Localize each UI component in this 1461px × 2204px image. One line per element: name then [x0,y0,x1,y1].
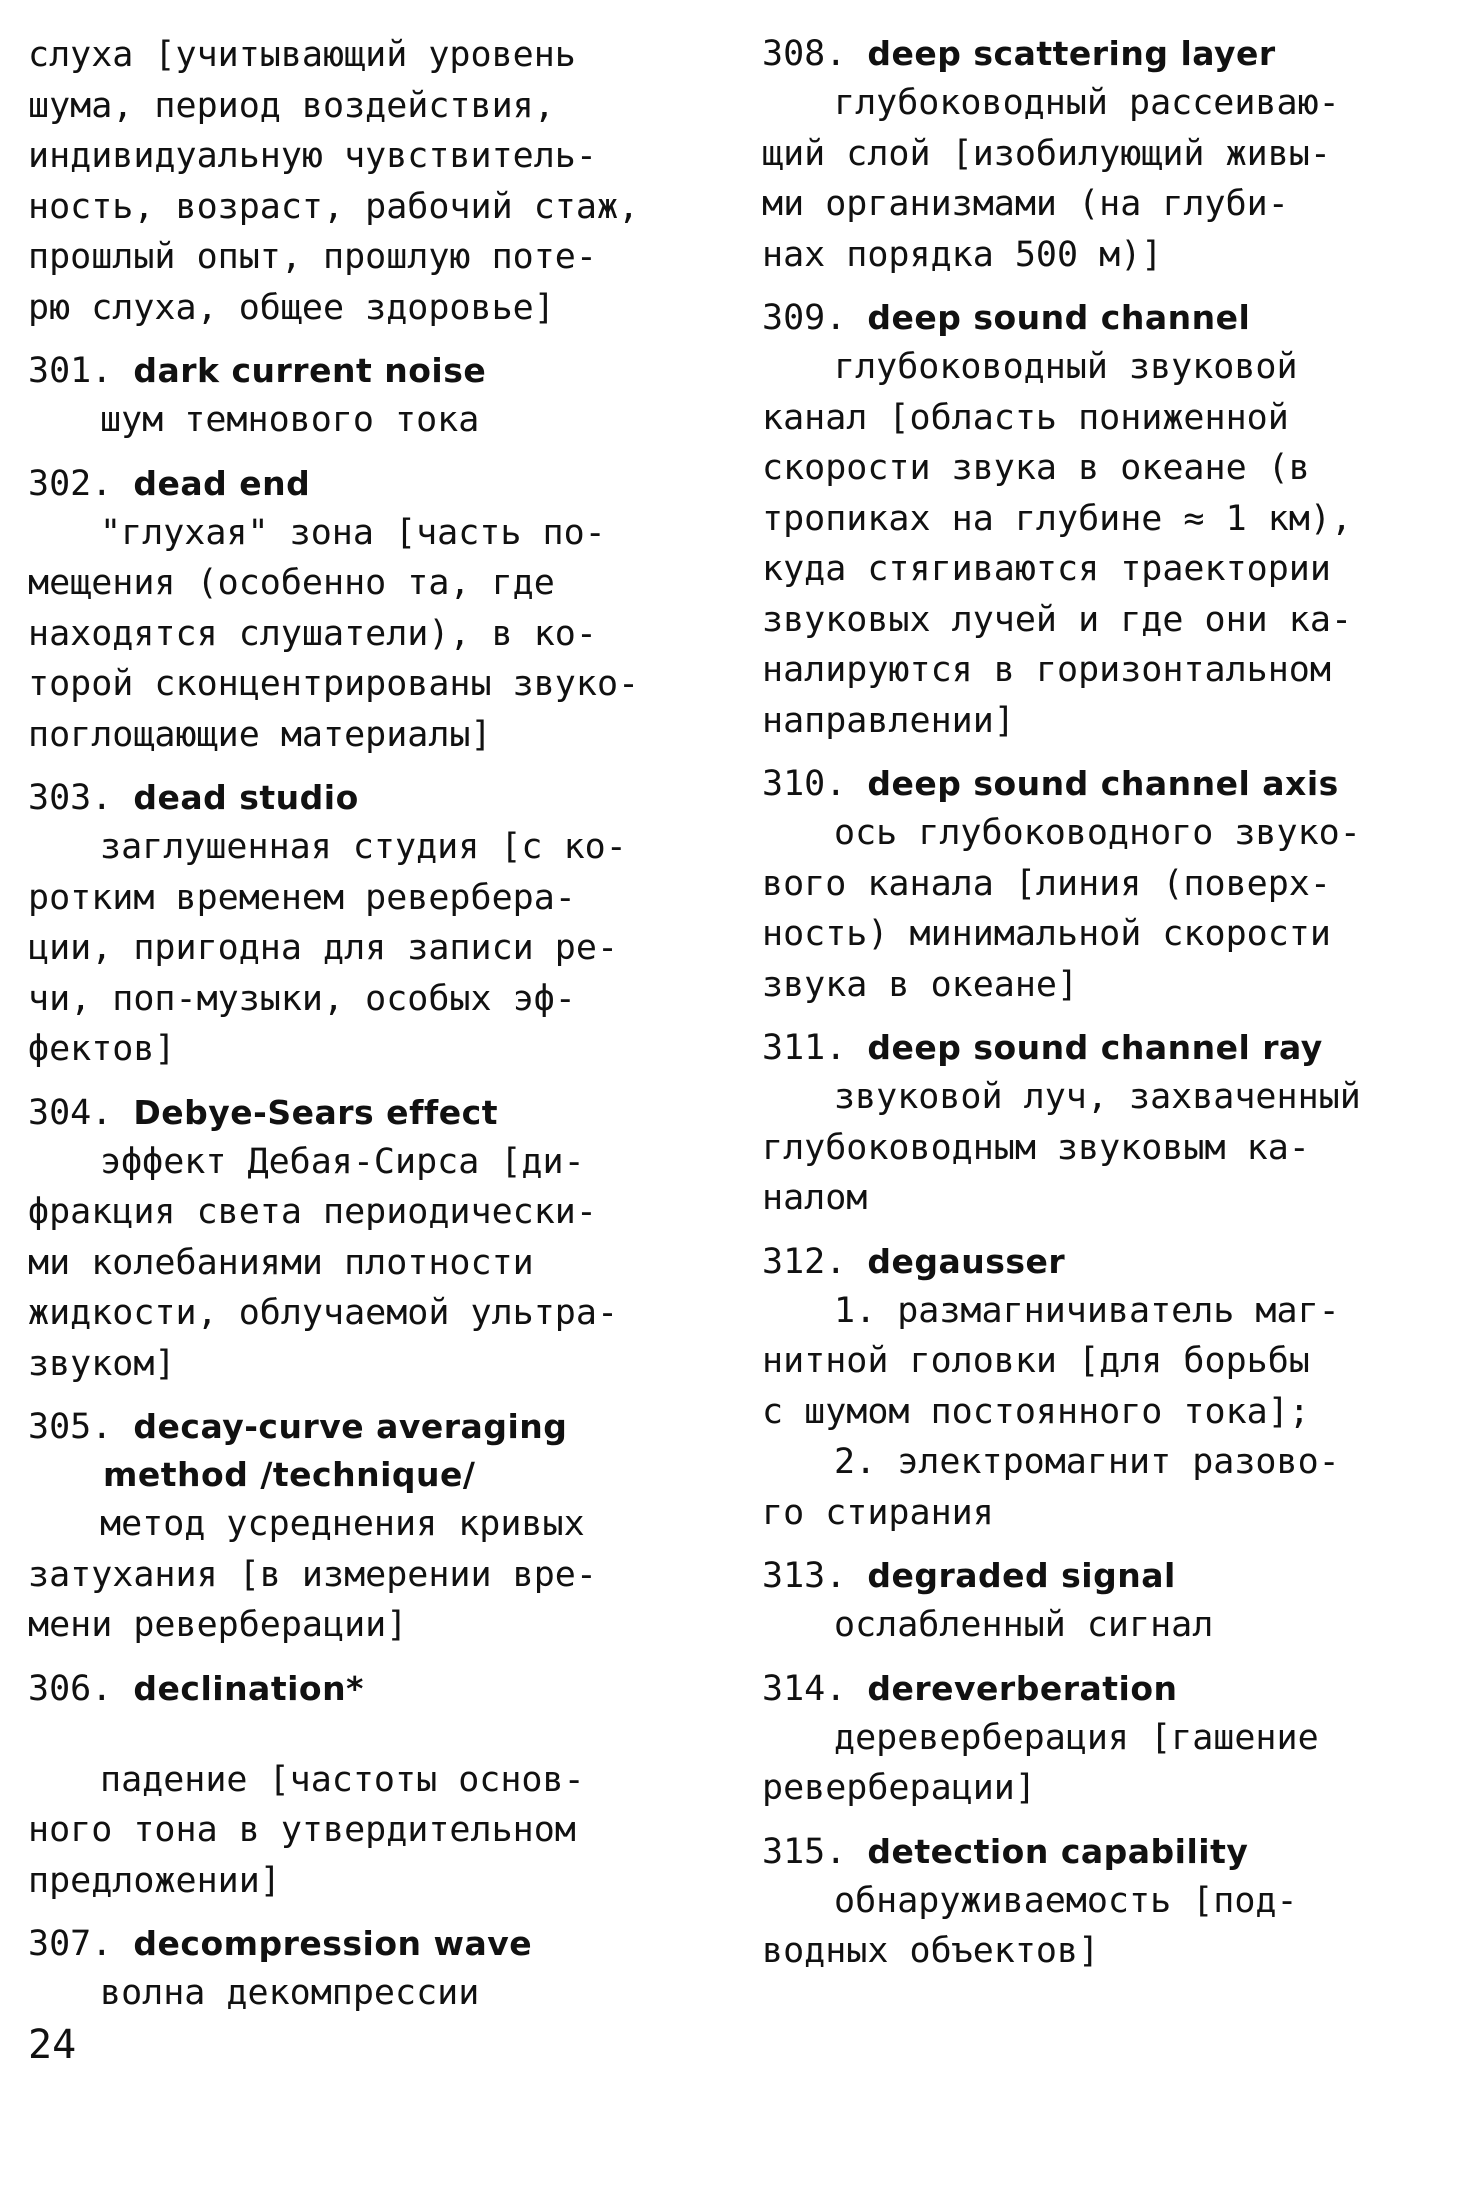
entry-term: dead studio [133,778,359,817]
entry-heading [28,774,718,822]
entry-term-continued: method /technique/ [103,1455,476,1494]
entry-315 [762,1828,1422,1977]
definition-line: шум темнового тока [100,400,480,440]
entry-number: 304. [28,1092,113,1133]
entry-heading [762,760,1422,808]
entry-303 [28,774,718,1075]
entry-308 [762,30,1422,280]
entry-heading [28,460,718,508]
continuation-line: прошлый опыт, прошлую поте- [28,237,597,277]
continuation-line: индивидуальную чувствитель- [28,136,597,176]
entry-definition [762,1286,1422,1539]
definition-line: дереверберация [гашение [834,1717,1319,1758]
entry-definition [28,822,718,1075]
definition-line: куда стягиваются траектории [762,549,1331,589]
definition-line: нах порядка 500 м)] [762,234,1163,275]
entry-heading [28,1089,718,1137]
definition-line: ного тона в утвердительном [28,1810,576,1850]
definition-line: налируются в горизонтальном [762,650,1331,690]
right-column [762,30,1422,1991]
definition-line: метод усреднения кривых [100,1504,585,1544]
entry-definition [762,342,1422,746]
definition-line: эффект Дебая-Сирса [ди- [100,1141,585,1182]
entry-term: degraded signal [867,1556,1176,1595]
entry-heading [762,30,1422,78]
definition-line: мещения (особенно та, где [28,563,555,603]
entry-number: 310. [762,764,847,804]
entry-number: 309. [762,298,847,338]
entry-definition [28,1499,718,1651]
entry-heading [28,1665,718,1713]
entry-302 [28,460,718,761]
definition-line: тропиках на глубине ≈ 1 км), [762,498,1353,539]
entry-heading-continued [28,1451,718,1499]
entry-definition [762,1600,1422,1651]
entry-definition [762,808,1422,1010]
entry-number: 312. [762,1241,847,1282]
entry-number: 303. [28,778,113,818]
entry-term: deep sound channel axis [867,764,1339,803]
entry-term: decay-curve averaging [133,1407,568,1446]
entry-305 [28,1403,718,1651]
entry-term: dereverberation [867,1668,1178,1708]
entry-number: 314. [762,1668,847,1709]
entry-term: dark current noise [133,351,487,390]
definition-line: ротким временем ревербера- [28,877,576,918]
entry-number: 301. [28,351,113,391]
definition-line: реверберации] [762,1768,1036,1808]
definition-line: направлении] [762,700,1015,741]
entry-heading [28,347,718,395]
entry-306 [28,1665,718,1907]
entry-term: detection capability [867,1831,1249,1871]
definition-line: фектов] [28,1029,176,1069]
definition-line: ции, пригодна для записи ре- [28,928,619,968]
continuation-line: рю слуха, общее здоровье] [28,287,555,328]
definition-line: заглушенная студия [с ко- [100,827,627,867]
entry-definition [762,1876,1422,1977]
entry-313 [762,1552,1422,1651]
entry-term: dead end [133,463,311,503]
entry-term: deep scattering layer [867,34,1276,73]
definition-line: находятся слушатели), в ко- [28,613,597,654]
definition-line: звуковых лучей и где они ка- [762,599,1353,640]
entry-number: 302. [28,463,113,504]
continuation-line: шума, период воздействия, [28,85,555,126]
definition-line: предложении] [28,1860,281,1901]
definition-line: звуковой луч, захваченный [834,1077,1361,1117]
entry-heading [762,294,1422,342]
entry-term: deep sound channel [867,298,1251,337]
definition-line: "глухая" зона [часть по- [100,512,606,553]
entry-heading [762,1238,1422,1286]
definition-line: водных объектов] [762,1931,1100,1971]
entry-term: deep sound channel ray [867,1028,1323,1067]
definition-line: налом [762,1178,868,1218]
entry-number: 313. [762,1556,847,1596]
definition-line: звуком] [28,1343,176,1384]
definition-line: чи, поп-музыки, особых эф- [28,978,576,1019]
definition-line: ослабленный сигнал [834,1605,1214,1645]
entry-term: Debye-Sears effect [133,1092,498,1132]
entry-number: 311. [762,1028,847,1068]
definition-line: торой сконцентрированы звуко- [28,664,640,704]
definition-line: с шумом постоянного тока]; [762,1391,1310,1432]
definition-line: жидкости, облучаемой ультра- [28,1293,619,1333]
entry-number: 305. [28,1407,113,1447]
left-column [28,30,718,2033]
entry-definition [762,1072,1422,1224]
entry-definition [28,1755,718,1907]
spacer [28,1713,718,1755]
definition-line: скорости звука в океане (в [762,448,1310,488]
definition-line: глубоководным звуковым ка- [762,1127,1310,1168]
continuation-text [28,30,718,333]
entry-311 [762,1024,1422,1224]
definition-line: ми колебаниями плотности [28,1242,534,1283]
definition-line: ось глубоководного звуко- [834,813,1361,853]
definition-line: глубоководный рассеиваю- [834,83,1340,123]
entry-304 [28,1089,718,1390]
entry-definition [762,1713,1422,1814]
entry-definition [28,1968,718,2019]
definition-line: звука в океане] [762,964,1079,1005]
definition-line: волна декомпрессии [100,1973,480,2013]
definition-line: затухания [в измерении вре- [28,1554,597,1595]
definition-line: го стирания [762,1492,994,1533]
entry-definition [28,395,718,446]
definition-line: 1. размагничиватель маг- [834,1290,1340,1331]
entry-term: declination* [133,1668,364,1708]
definition-line: мени реверберации] [28,1605,408,1645]
definition-line: фракция света периодически- [28,1192,597,1232]
definition-line: нитной головки [для борьбы [762,1341,1310,1381]
entry-number: 315. [762,1831,847,1872]
entry-314 [762,1665,1422,1814]
entry-309 [762,294,1422,746]
definition-line: падение [частоты основ- [100,1759,585,1800]
entry-number: 308. [762,34,847,74]
definition-line: глубоководный звуковой [834,347,1298,387]
continuation-line: слуха [учитывающий уровень [28,35,576,75]
entry-definition [28,1137,718,1390]
entry-heading [762,1024,1422,1072]
definition-line: канал [область пониженной [762,397,1289,438]
entry-heading [762,1552,1422,1600]
entry-number: 307. [28,1924,113,1964]
entry-term: decompression wave [133,1924,533,1963]
entry-definition [28,508,718,761]
definition-line: щий слой [изобилующий живы- [762,133,1331,174]
definition-line: вого канала [линия (повeрх- [762,863,1331,904]
entry-heading [28,1920,718,1968]
page-number: 24 [28,2022,77,2068]
entry-312 [762,1238,1422,1539]
entry-307 [28,1920,718,2019]
entry-definition [762,78,1422,280]
entry-heading [762,1828,1422,1876]
definition-line: поглощающие материалы] [28,714,492,755]
continuation-line: ность, возраст, рабочий стаж, [28,186,640,227]
entry-310 [762,760,1422,1010]
entry-number: 306. [28,1668,113,1709]
entry-301 [28,347,718,446]
definition-line: ми организмами (на глуби- [762,184,1289,224]
definition-line: обнаруживаемость [под- [834,1880,1298,1921]
entry-heading [28,1403,718,1451]
entry-heading [762,1665,1422,1713]
definition-line: ность) минимальной скорости [762,914,1331,954]
definition-line: 2. электромагнит разово- [834,1442,1340,1482]
entry-term: degausser [867,1241,1066,1281]
